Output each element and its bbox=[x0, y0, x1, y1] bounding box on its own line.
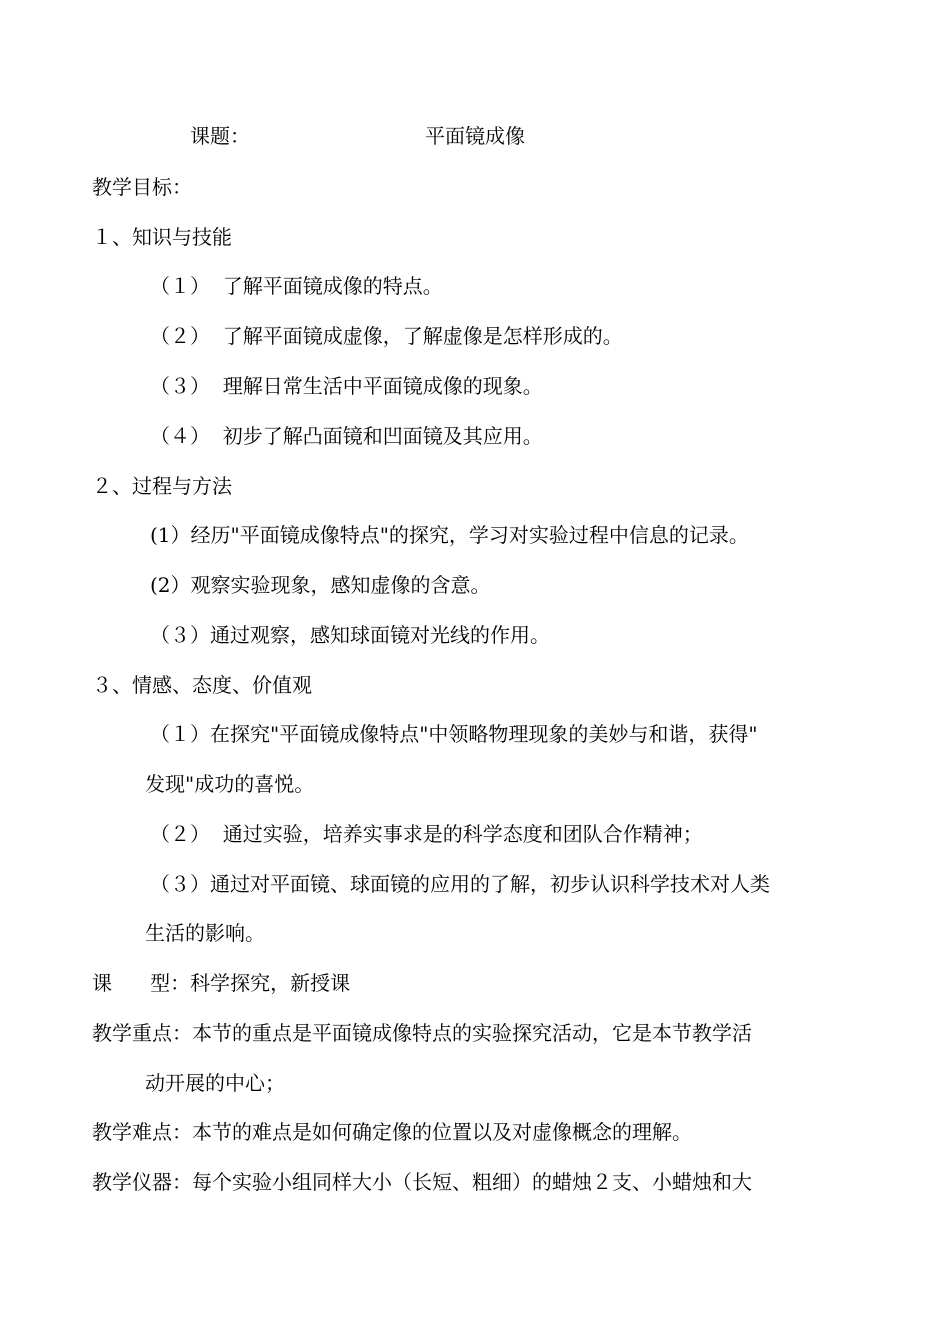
section1-item-1: （１） 了解平面镜成像的特点。 bbox=[150, 274, 443, 298]
section3-item-2: （２） 通过实验，培养实事求是的科学态度和团队合作精神； bbox=[150, 822, 703, 846]
section1-heading: １、知识与技能 bbox=[92, 225, 232, 249]
key-points-line-1: 教学重点：本节的重点是平面镜成像特点的实验探究活动，它是本节教学活 bbox=[92, 1021, 752, 1045]
section1-item-4: （４） 初步了解凸面镜和凹面镜及其应用。 bbox=[150, 424, 543, 448]
section2-item-2: (2）观察实验现象，感知虚像的含意。 bbox=[150, 573, 491, 597]
section3-item-3-line-1: （３）通过对平面镜、球面镜的应用的了解，初步认识科学技术对人类 bbox=[150, 872, 770, 896]
objectives-heading: 教学目标： bbox=[92, 175, 192, 199]
section1-item-2: （２） 了解平面镜成虚像，了解虚像是怎样形成的。 bbox=[150, 324, 623, 348]
title-text: 平面镜成像 bbox=[425, 124, 525, 148]
lesson-type: 课 型：科学探究，新授课 bbox=[92, 971, 351, 995]
key-points-line-2: 动开展的中心； bbox=[145, 1071, 285, 1095]
difficulties: 教学难点：本节的难点是如何确定像的位置以及对虚像概念的理解。 bbox=[92, 1120, 692, 1144]
section2-item-3: （３）通过观察，感知球面镜对光线的作用。 bbox=[150, 623, 550, 647]
section2-item-1: (1）经历"平面镜成像特点"的探究，学习对实验过程中信息的记录。 bbox=[150, 523, 749, 547]
section3-item-1-line-2: 发现"成功的喜悦。 bbox=[145, 772, 315, 796]
section3-item-3-line-2: 生活的影响。 bbox=[145, 921, 265, 945]
section2-heading: ２、过程与方法 bbox=[92, 474, 232, 498]
section3-item-1-line-1: （１）在探究"平面镜成像特点"中领略物理现象的美妙与和谐，获得" bbox=[150, 722, 758, 746]
equipment: 教学仪器：每个实验小组同样大小（长短、粗细）的蜡烛２支、小蜡烛和大 bbox=[92, 1170, 752, 1194]
section1-item-3: （３） 理解日常生活中平面镜成像的现象。 bbox=[150, 374, 543, 398]
title-label: 课题： bbox=[190, 124, 250, 148]
section3-heading: ３、情感、态度、价值观 bbox=[92, 673, 312, 697]
